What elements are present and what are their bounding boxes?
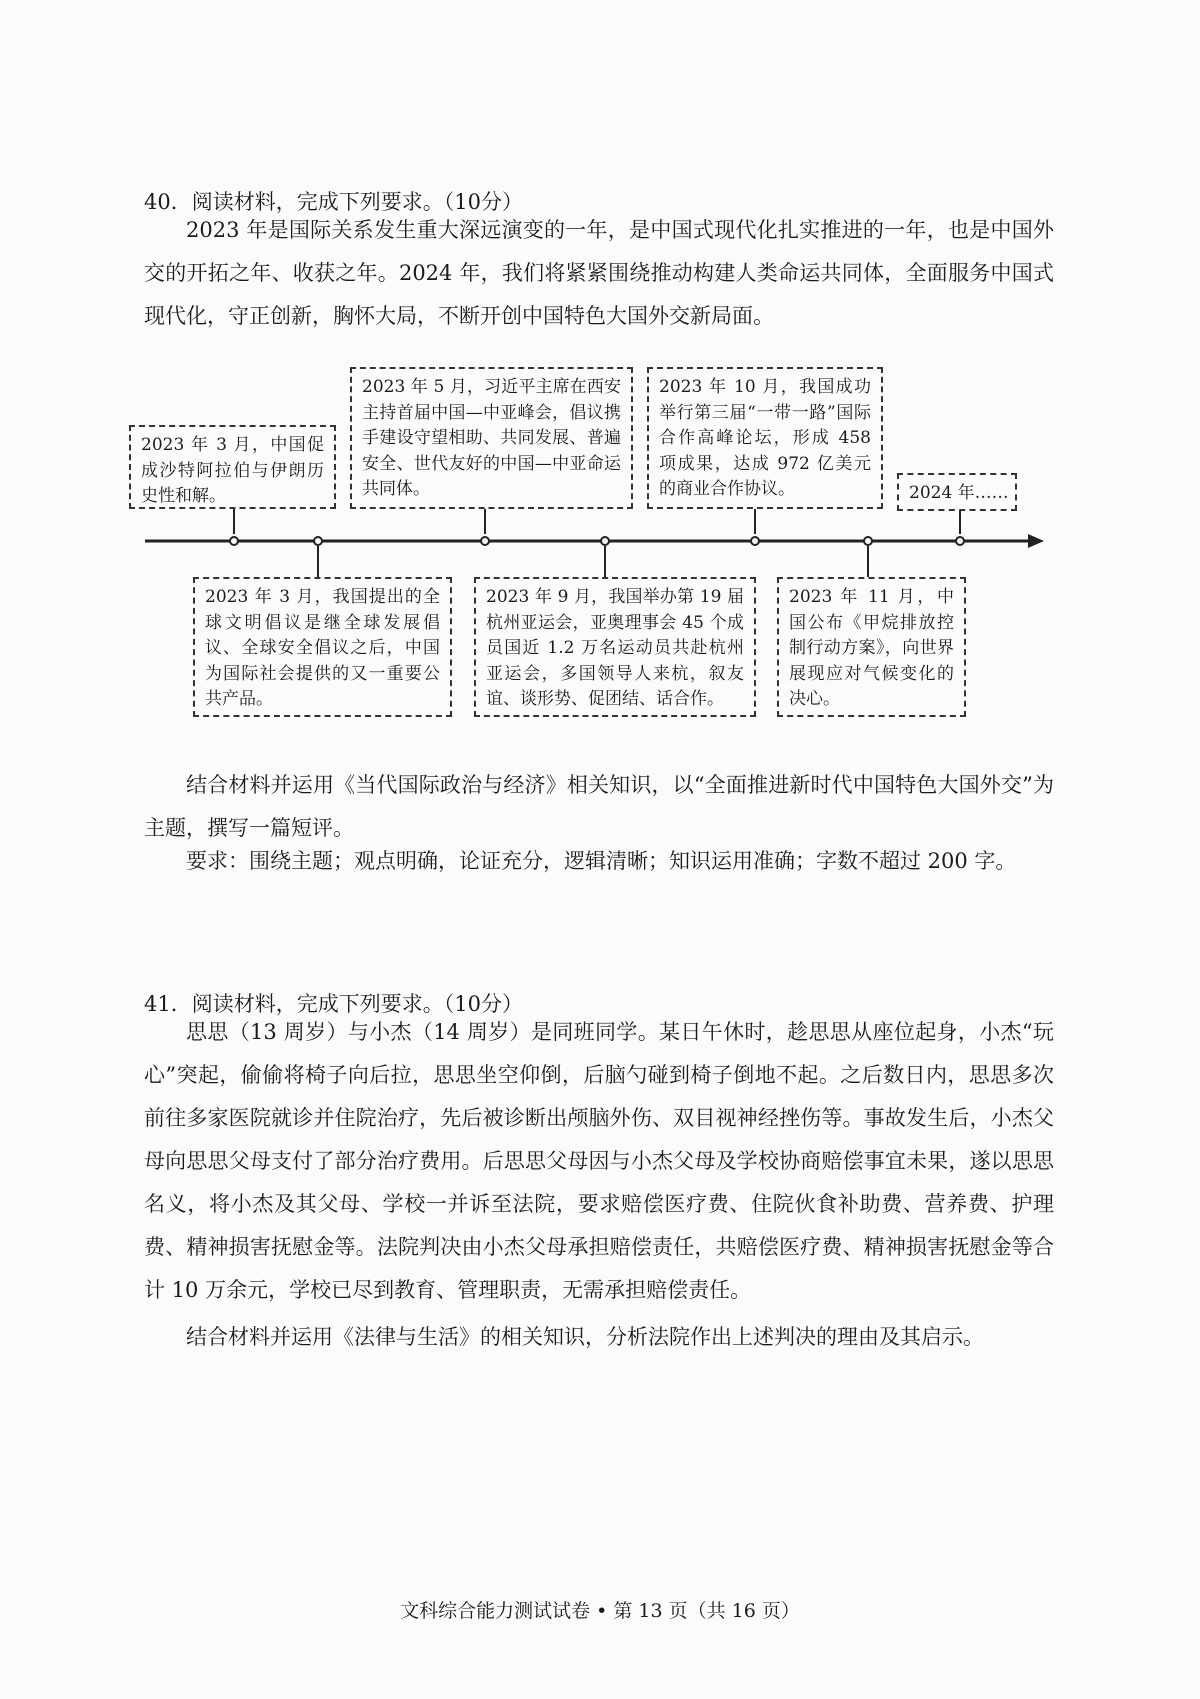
timeline-node	[480, 536, 490, 546]
timeline-node	[313, 536, 323, 546]
timeline-event-2024: 2024 年……	[897, 473, 1017, 511]
question-40-intro: 2023 年是国际关系发生重大深远演变的一年，是中国式现代化扎实推进的一年，也是中国外交的开拓之年、收获之年。2024 年，我们将紧紧围绕推动构建人类命运共同体，全面服务中国式现代化，守正创新，胸怀大局，不断开创中国特色大国外交新局面。	[144, 218, 1054, 328]
timeline-event-2023-03-saudi-iran: 2023 年 3 月，中国促成沙特阿拉伯与伊朗历史性和解。	[129, 425, 336, 509]
question-41-material: 思思（13 周岁）与小杰（14 周岁）是同班同学。某日午休时，趁思思从座位起身，小杰“玩心”突起，偷偷将椅子向后拉，思思坐空仰倒，后脑勺碰到椅子倒地不起。之后数日内，思思多次前往多家医院就诊并住院治疗，先后被诊断出颅脑外伤、双目视神经挫伤等。事故发生后，小杰父母向思思父母支付了部分治疗费用。后思思父母因与小杰父母及学校协商赔偿事宜未果，遂以思思名义，将小杰及其父母、学校一并诉至法院，要求赔偿医疗费、住院伙食补助费、营养费、护理费、精神损害抚慰金等。法院判决由小杰父母承担赔偿责任，共赔偿医疗费、精神损害抚慰金等合计 10 万余元，学校已尽到教育、管理职责，无需承担赔偿责任。	[144, 1020, 1054, 1302]
timeline-node	[600, 536, 610, 546]
timeline-tick	[754, 508, 756, 534]
question-40-title: 40．阅读材料，完成下列要求。（10分）	[144, 190, 523, 214]
timeline-node	[863, 536, 873, 546]
timeline-tick	[484, 508, 486, 534]
timeline-event-2023-03-civilization-initiative: 2023 年 3 月，我国提出的全球文明倡议是继全球发展倡议、全球安全倡议之后，中国为国际社会提供的又一重要公共产品。	[193, 577, 452, 717]
timeline-tick	[604, 546, 606, 578]
question-41-title: 41．阅读材料，完成下列要求。（10分）	[144, 992, 523, 1016]
question-40-requirement: 要求：围绕主题；观点明确，论证充分，逻辑清晰；知识运用准确；字数不超过 200 字。	[186, 849, 1017, 873]
timeline-event-2023-10-belt-and-road: 2023 年 10 月，我国成功举行第三届“一带一路”国际合作高峰论坛，形成 458 项成果，达成 972 亿美元的商业合作协议。	[647, 367, 883, 509]
page-footer: 文科综合能力测试试卷 • 第 13 页（共 16 页）	[400, 1600, 800, 1622]
timeline-tick	[959, 508, 961, 534]
timeline-event-2023-09-asian-games: 2023 年 9 月，我国举办第 19 届杭州亚运会，亚奥理事会 45 个成员国近 1.2 万名运动员共赴杭州亚运会，多国领导人来杭，叙友谊、谈形势、促团结、话合作。	[474, 577, 756, 717]
timeline-node	[955, 536, 965, 546]
timeline-tick	[233, 508, 235, 534]
timeline-tick	[867, 546, 869, 578]
timeline-tick	[317, 546, 319, 578]
timeline-event-2023-05-china-central-asia: 2023 年 5 月，习近平主席在西安主持首届中国—中亚峰会，倡议携手建设守望相助、共同发展、普遍安全、世代友好的中国—中亚命运共同体。	[350, 367, 633, 509]
timeline-node	[750, 536, 760, 546]
timeline-event-2023-11-methane-plan: 2023 年 11 月，中国公布《甲烷排放控制行动方案》，向世界展现应对气候变化的决心。	[777, 577, 966, 717]
question-40-task: 结合材料并运用《当代国际政治与经济》相关知识，以“全面推进新时代中国特色大国外交”为主题，撰写一篇短评。	[144, 773, 1054, 840]
question-41-task: 结合材料并运用《法律与生活》的相关知识，分析法院作出上述判决的理由及其启示。	[186, 1325, 984, 1349]
timeline-node	[229, 536, 239, 546]
